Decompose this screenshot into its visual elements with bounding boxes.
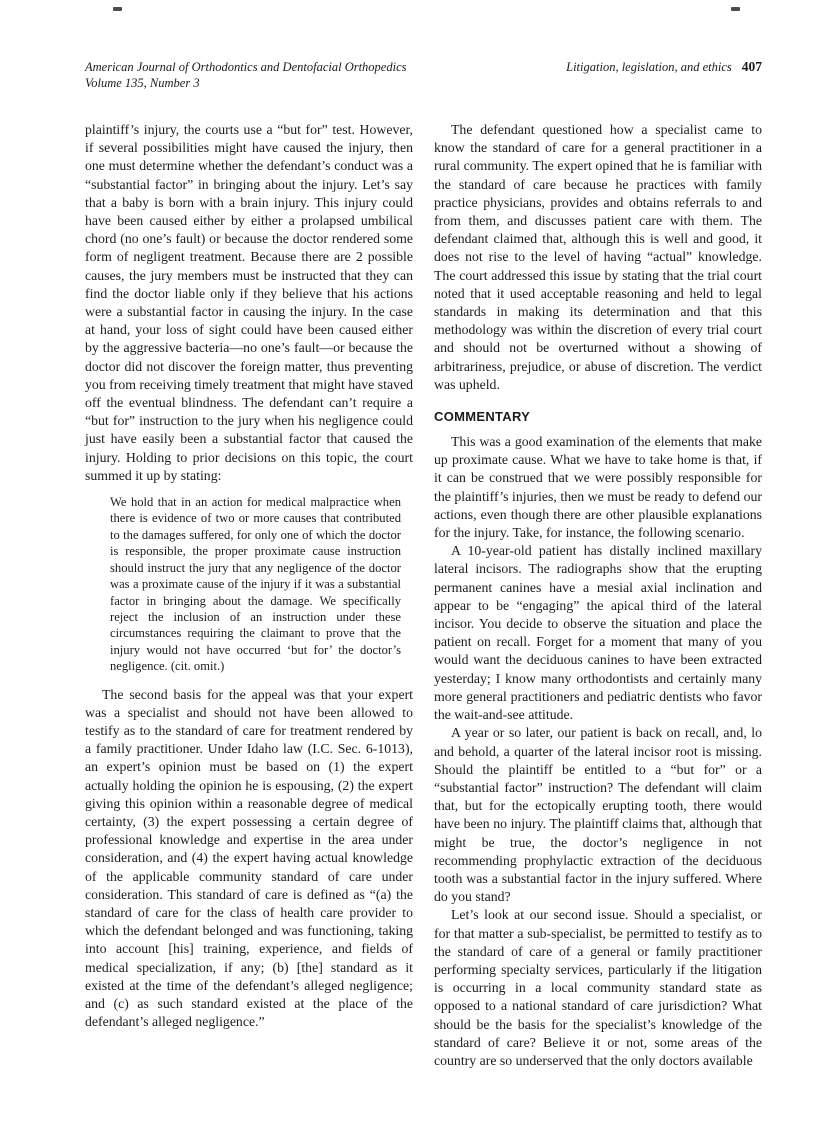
paragraph-second-basis: The second basis for the appeal was that your expert was a specialist and should not have been allowed to testify as to the standard of care for treatment rendered by a family practitioner. Under Idaho law (I.C. Sec. 6-1013), an expert’s opinion must be based on (1) the expert actually holding the opinion he is espousing, (2) the expert giving this opinion within a reasonable degree of medical certainty, (3) the expert possessing a certain degree of professional knowledge and expertise in the area under consideration, and (4) the expert having actual knowledge of the applicable community standard of care under consideration. This standard of care is defined as “(a) the standard of care for the class of health care provider to which the defendant belonged and was functioning, taking into account [his] training, experience, and fields of medical specialization, if any; (b) [the] standard as it existed at the time of the defendant’s alleged negligence; and (c) as such standard existed at the place of the defendant’s alleged negligence.” — [85, 686, 413, 1030]
page-number: 407 — [741, 59, 762, 74]
commentary-heading: COMMENTARY — [434, 409, 531, 425]
journal-volume: Volume 135, Number 3 — [85, 76, 200, 90]
running-header — [85, 59, 762, 91]
section-title: Litigation, legislation, and ethics — [566, 60, 732, 74]
section-header — [566, 59, 762, 75]
paragraph-but-for-test: plaintiff’s injury, the courts use a “but for” test. However, if several possibilities might have caused the injury, then one must determine whether the defendant’s conduct was a “substantial factor” in bringing about the injury. Let’s say that a baby is born with a brain injury. This injury could have been caused either by either a prolapsed umbilical chord (no one’s fault) or because the doctor rendered some form of negligent treatment. Because there are 2 possible causes, the jury members must be instructed that they can find the doctor liable only if they believe that his actions were a substantial factor in causing the injury. In the case at hand, your loss of sight could have been caused either by the aggressive bacteria—no one’s fault—or because the doctor did not discover the foreign matter, thus preventing you from receiving timely treatment that might have staved off the eventual blindness. The defendant can’t require a “but for” instruction to the jury when his negligence could just have easily been a substantial factor that caused the injury. Holding to prior decisions on this topic, the court summed it up by stating: — [85, 122, 413, 483]
journal-citation — [85, 59, 407, 91]
scan-artifact-right — [731, 7, 740, 11]
paragraph-good-examination: This was a good examination of the elements that make up proximate cause. What we have to take home is that, if it can be construed that we were possibly responsible for the plaintiff’s injuries, then we must be ready to defend our actions, even though there are other plausible explanations for the injury. Take, for instance, the following scenario. — [434, 434, 762, 541]
right-column — [434, 121, 762, 1070]
paragraph-defendant-questioned: The defendant questioned how a specialist came to know the standard of care for a general practitioner in a rural community. The expert opined that he is familiar with the standard of care because he practices with family practice physicians, provides and obtains referrals to and from them, and discusses patient care with them. The defendant claimed that, although this is well and good, it does not rise to the level of having “actual” knowledge. The court addressed this issue by stating that the trial court noted that it used acceptable reasoning and held to legal standards in making its determination and that this methodology was within the discretion of every trial court and should not be overturned without a showing of arbitrariness, prejudice, or abuse of discretion. The verdict was upheld. — [434, 122, 762, 392]
paragraph-year-later-recall: A year or so later, our patient is back on recall, and, lo and behold, a quarter of the lateral incisor root is missing. Should the plaintiff be entitled to a “but for” or a “substantial factor” instruction? The defendant will claim that, but for the ectopically erupting tooth, there would have been no injury. The plaintiff claims that, although that might be true, the doctor’s negligence in not recommending prophylactic extraction of the deciduous tooth was a substantial factor in the injury suffered. Where do you stand? — [434, 725, 762, 905]
journal-title: American Journal of Orthodontics and Dentofacial Orthopedics — [85, 60, 407, 74]
court-ruling-quote: We hold that in an action for medical malpractice when there is evidence of two or more causes that contributed to the damages suffered, for only one of which the doctor is responsible, the proper proximate cause instruction should instruct the jury that any negligence of the doctor was a proximate cause of the injury if it was a substantial factor in bringing about the damage. We specifically reject the inclusion of an instruction under these circumstances requiring the claimant to prove that the injury would not have occurred ‘but for’ the doctor’s negligence. (cit. omit.) — [110, 495, 401, 674]
article-body — [85, 121, 762, 1070]
left-column — [85, 121, 413, 1070]
paragraph-ten-year-old-patient: A 10-year-old patient has distally inclined maxillary lateral incisors. The radiographs show that the erupting permanent canines have a mesial axial inclination and appear to be “engaging” the apical third of the lateral incisor. You decide to observe the situation and place the patient on recall. Forget for a moment that many of you would want the deciduous canines to have been extracted yesterday; I know many orthodontists and certainly many more general practitioners and pediatric dentists who favor the wait-and-see attitude. — [434, 543, 762, 723]
paragraph-second-issue: Let’s look at our second issue. Should a specialist, or for that matter a sub-specialist, be permitted to testify as to the standard of care of a general or family practitioner performing specialty services, particularly if the litigation is occurring in a local community standard state as opposed to a national standard of care jurisdiction? What should be the basis for the specialist’s knowledge of the standard of care? Believe it or not, some areas of the country are so underserved that the only doctors available — [434, 907, 762, 1068]
scan-artifact-left — [113, 7, 122, 11]
